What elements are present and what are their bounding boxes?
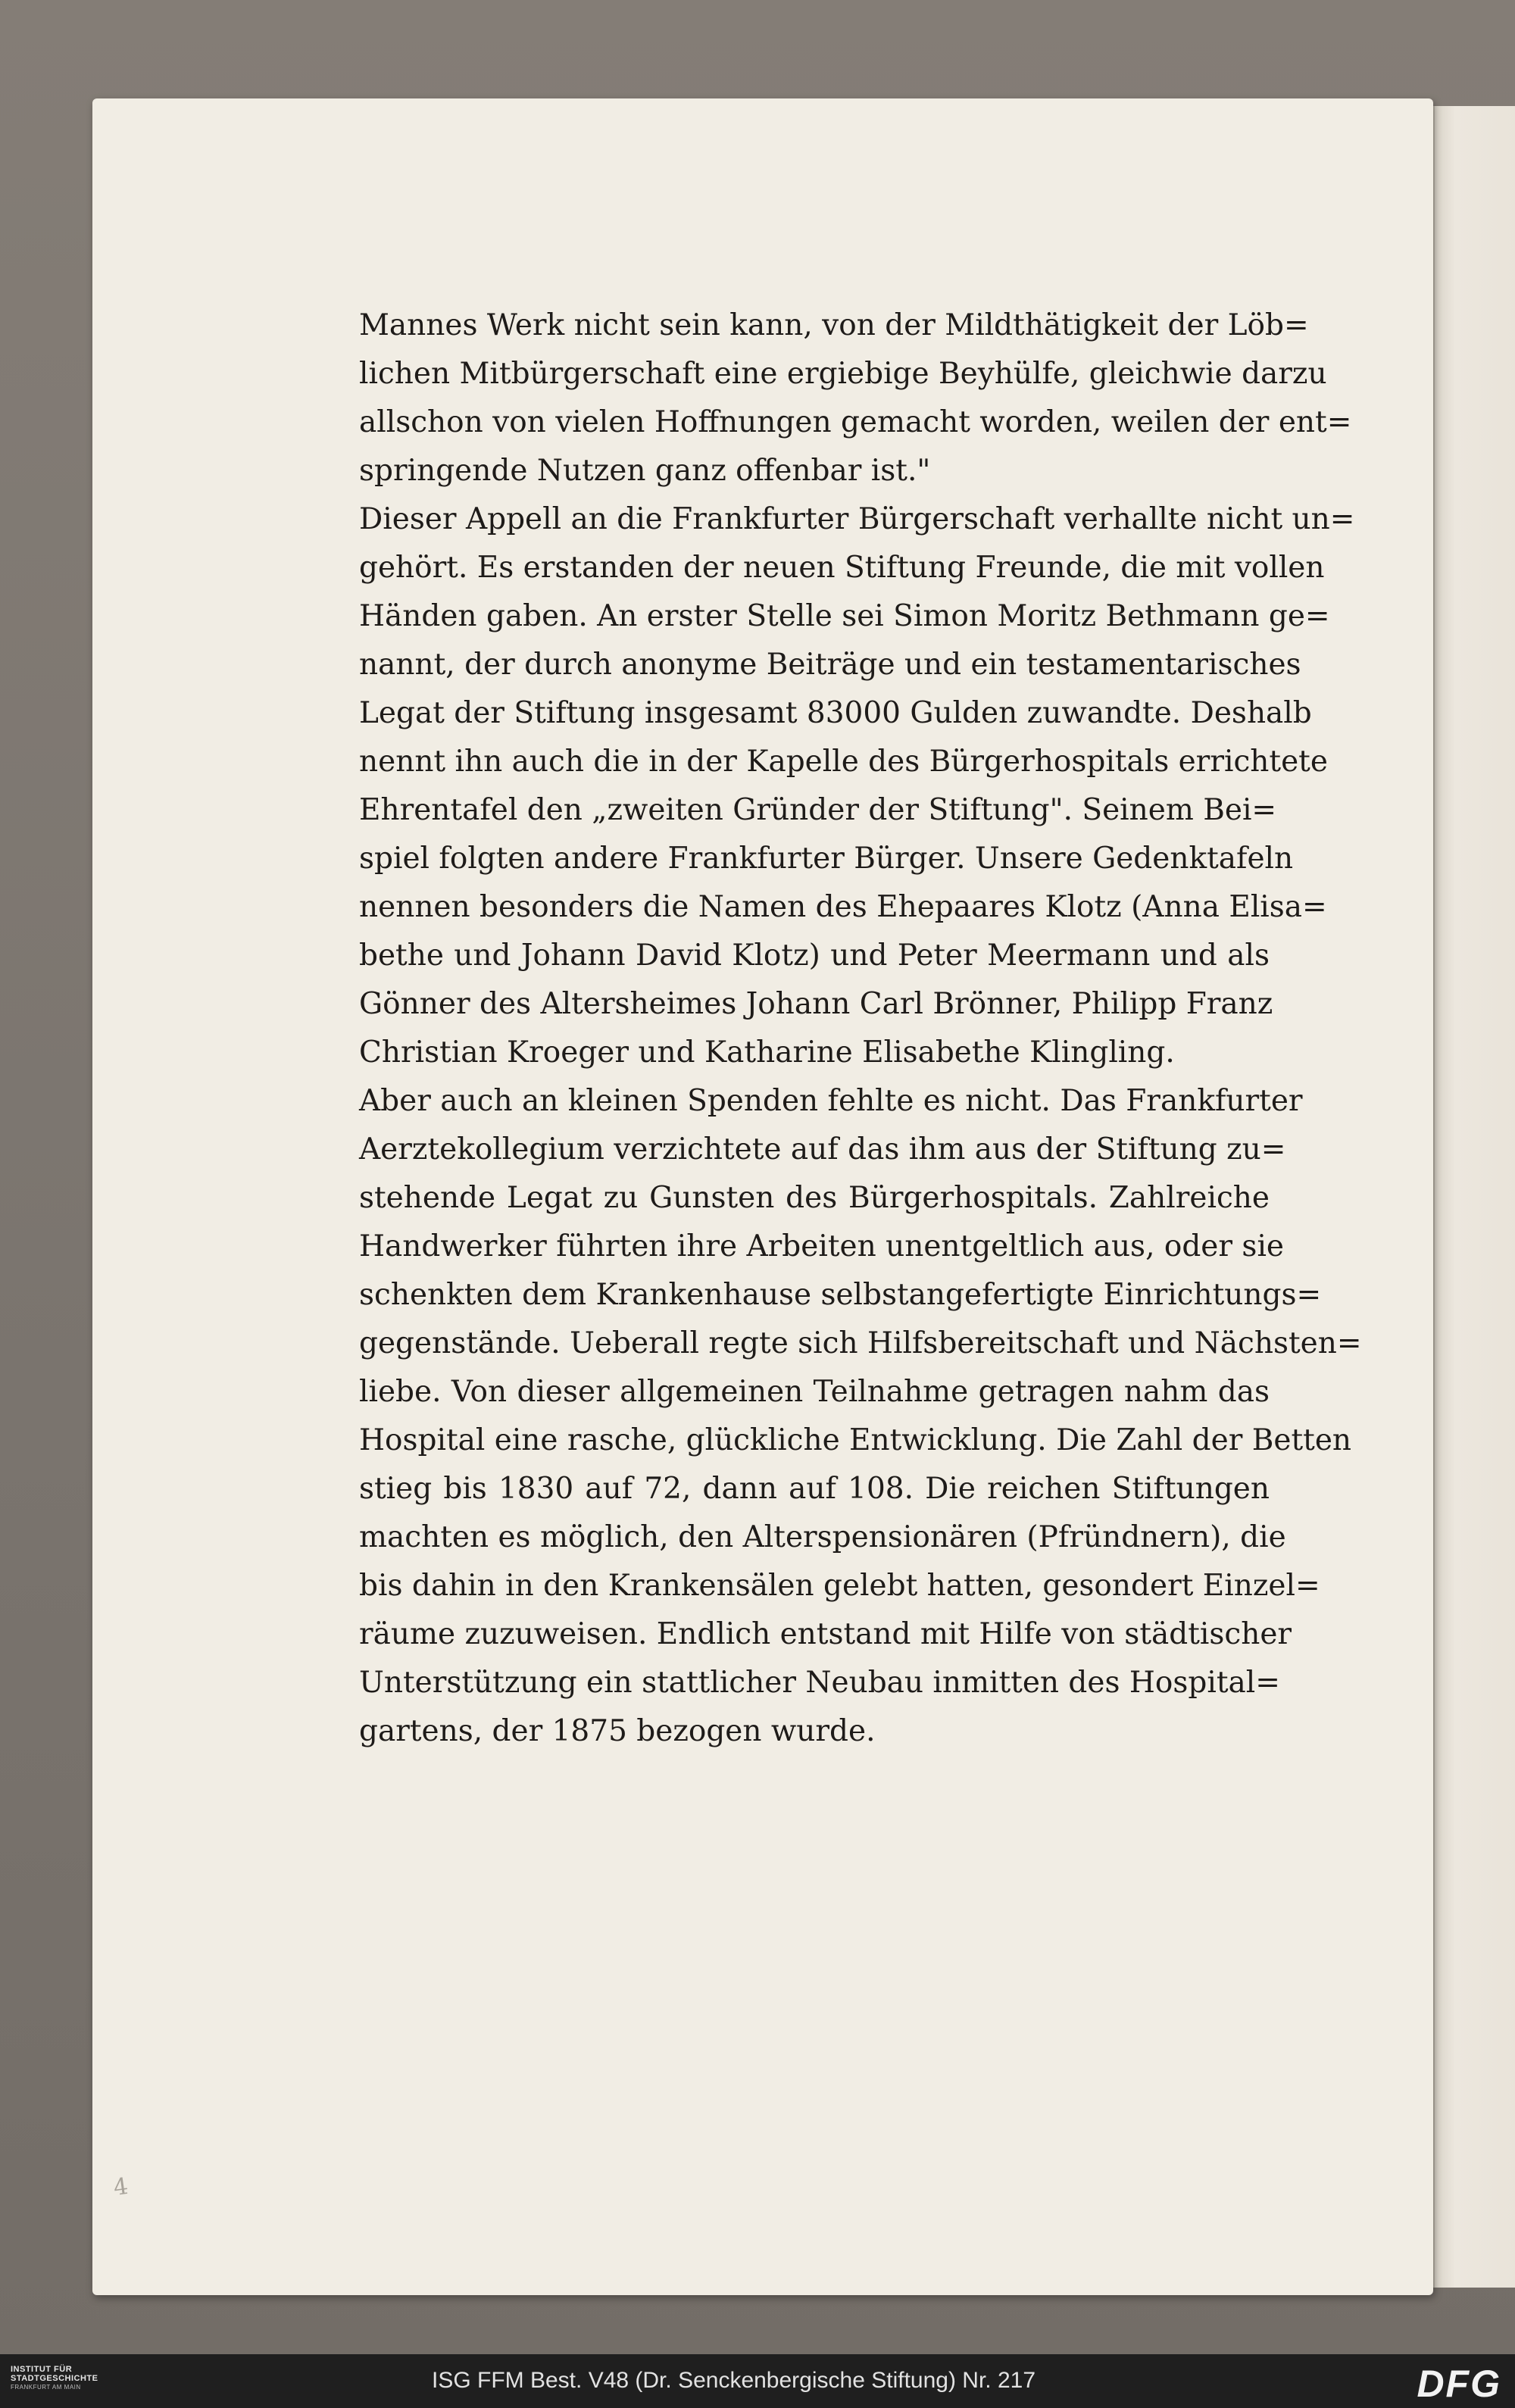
text-line: stehende Legat zu Gunsten des Bürgerhospitals. Zahlreiche	[359, 1181, 1270, 1215]
text-line: gartens, der 1875 bezogen wurde.	[359, 1714, 876, 1748]
text-line: Hospital eine rasche, glückliche Entwicklung. Die Zahl der Betten	[359, 1423, 1352, 1457]
text-line: Mannes Werk nicht sein kann, von der Mildthätigkeit der Löb=	[359, 308, 1309, 342]
text-line: Handwerker führten ihre Arbeiten unentgeltlich aus, oder sie	[359, 1229, 1284, 1263]
text-line: gehört. Es erstanden der neuen Stiftung Freunde, die mit vollen	[359, 551, 1325, 585]
logo-line: INSTITUT FÜR	[11, 2365, 73, 2374]
text-line: Gönner des Altersheimes Johann Carl Brönner, Philipp Franz	[359, 987, 1273, 1021]
text-line: bethe und Johann David Klotz) und Peter Meermann und als	[359, 939, 1270, 973]
text-line: Dieser Appell an die Frankfurter Bürgerschaft verhallte nicht un=	[359, 502, 1355, 536]
text-line: Händen gaben. An erster Stelle sei Simon Moritz Bethmann ge=	[359, 599, 1330, 633]
text-line: springende Nutzen ganz offenbar ist."	[359, 454, 931, 488]
text-line: gegenstände. Ueberall regte sich Hilfsbereitschaft und Nächsten=	[359, 1326, 1362, 1360]
archive-caption: ISG FFM Best. V48 (Dr. Senckenbergische Stiftung) Nr. 217	[432, 2368, 1036, 2393]
text-line: nennt ihn auch die in der Kapelle des Bürgerhospitals errichtete	[359, 745, 1328, 779]
text-line: räume zuzuweisen. Endlich entstand mit Hilfe von städtischer	[359, 1617, 1292, 1651]
text-line: Ehrentafel den „zweiten Gründer der Stiftung". Seinem Bei=	[359, 793, 1277, 827]
text-line: liebe. Von dieser allgemeinen Teilnahme getragen nahm das	[359, 1375, 1270, 1409]
text-line: machten es möglich, den Alterspensionären (Pfründnern), die	[359, 1520, 1286, 1554]
viewer-footer	[0, 2354, 1515, 2408]
text-line: Christian Kroeger und Katharine Elisabethe Klingling.	[359, 1035, 1175, 1070]
text-line: spiel folgten andere Frankfurter Bürger. Unsere Gedenktafeln	[359, 842, 1294, 876]
text-line: schenkten dem Krankenhause selbstangefertigte Einrichtungs=	[359, 1278, 1322, 1312]
text-line: bis dahin in den Krankensälen gelebt hatten, gesondert Einzel=	[359, 1569, 1320, 1603]
text-line: nennen besonders die Namen des Ehepaares Klotz (Anna Elisa=	[359, 890, 1327, 924]
logo-line: FRANKFURT AM MAIN	[11, 2384, 81, 2391]
institute-logo	[11, 2365, 98, 2392]
pencil-page-number: 4	[111, 2172, 130, 2202]
next-page-edge	[1433, 106, 1515, 2288]
text-line: Unterstützung ein stattlicher Neubau inmitten des Hospital=	[359, 1666, 1280, 1700]
text-line: Legat der Stiftung insgesamt 83000 Gulden zuwandte. Deshalb	[359, 696, 1312, 730]
dfg-logo: DFG	[1417, 2363, 1501, 2405]
text-line: stieg bis 1830 auf 72, dann auf 108. Die reichen Stiftungen	[359, 1472, 1270, 1506]
body-text	[359, 301, 1362, 1756]
text-line: nannt, der durch anonyme Beiträge und ein testamentarisches	[359, 648, 1301, 682]
text-line: allschon von vielen Hoffnungen gemacht worden, weilen der ent=	[359, 405, 1352, 439]
logo-line: STADTGESCHICHTE	[11, 2374, 98, 2383]
text-line: Aber auch an kleinen Spenden fehlte es nicht. Das Frankfurter	[359, 1084, 1303, 1118]
text-line: Aerztekollegium verzichtete auf das ihm aus der Stiftung zu=	[359, 1132, 1286, 1167]
text-line: lichen Mitbürgerschaft eine ergiebige Beyhülfe, gleichwie darzu	[359, 357, 1327, 391]
